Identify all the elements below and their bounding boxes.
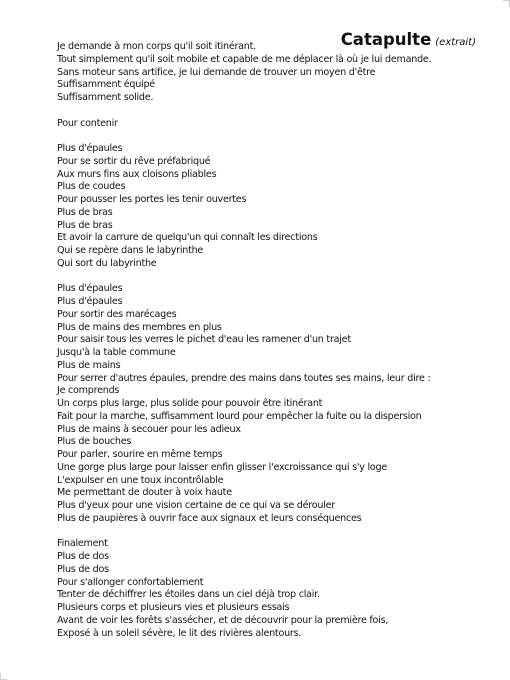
poem-line: Avant de voir les forêts s'assécher, et de découvrir pour la première fois,	[57, 614, 389, 626]
poem-line: Plus de mains des membres en plus	[57, 321, 222, 333]
poem-line: Sans moteur sans artifice, je lui demande de trouver un moyen d'être	[57, 66, 376, 78]
poem-line: Plus de coudes	[57, 181, 126, 193]
poem-line: Pour parler, sourire en même temps	[57, 449, 223, 460]
page-corner-mark-bottom-left	[0, 673, 7, 680]
stanza-break	[57, 526, 497, 539]
poem-line: Fait pour la marche, suffisamment lourd pour empêcher la fuite ou la dispersion	[57, 410, 422, 422]
poem-line: Plus de bras	[57, 219, 113, 231]
poem-line: Qui sort du labyrinthe	[57, 257, 157, 269]
poem-line: Finalement	[57, 538, 108, 550]
poem-body	[57, 41, 497, 640]
poem-line: Plusieurs corps et plusieurs vies et plusieurs essais	[57, 602, 290, 613]
poem-line: Et avoir la carrure de quelqu'un qui connaît les directions	[57, 232, 318, 244]
stanza-break	[57, 105, 497, 118]
poem-line: Plus de mains	[57, 359, 121, 371]
poem-line: Pour s'allonger confortablement	[57, 576, 204, 588]
stanza-break	[57, 130, 497, 143]
poem-line: Plus de paupières à ouvrir face aux signaux et leurs conséquences	[57, 512, 362, 524]
poem-line: Je demande à mon corps qu'il soit itinérant.	[57, 41, 256, 52]
poem-line: Plus d'épaules	[57, 143, 123, 154]
poem-line: Suffisamment solide.	[57, 92, 154, 103]
poem-line: Une gorge plus large pour laisser enfin glisser l'excroissance qui s'y loge	[57, 461, 387, 473]
poem-title-subtitle: (extrait)	[435, 37, 476, 48]
poem-line: Exposé à un soleil sévère, le lit des rivières alentours.	[57, 627, 302, 639]
poem-line: Tout simplement qu'il soit mobile et capable de me déplacer là où je lui demande.	[57, 53, 432, 65]
page-corner-mark-top-right	[503, 0, 510, 7]
poem-line: Pour contenir	[57, 117, 118, 129]
poem-line: Suffisamment équipé	[57, 79, 155, 91]
stanza-break	[57, 271, 497, 284]
poem-line: Pour sortir des marécages	[57, 308, 177, 320]
poem-line: Me permettant de douter à voix haute	[57, 487, 232, 499]
poem-line: Jusqu'à la table commune	[57, 347, 176, 358]
poem-line: Pour se sortir du rêve préfabriqué	[57, 155, 211, 167]
poem-line: Plus de bras	[57, 206, 113, 218]
poem-line: Un corps plus large, plus solide pour pouvoir être itinérant	[57, 398, 323, 409]
poem-line: Plus d'yeux pour une vision certaine de ce qui va se dérouler	[57, 500, 335, 511]
poem-line: Plus de mains à secouer pour les adieux	[57, 423, 241, 435]
poem-line: Qui se repère dans le labyrinthe	[57, 245, 204, 256]
poem-line: Tenter de déchiffrer les étoiles dans un ciel déjà trop clair.	[57, 589, 320, 601]
poem-line: Plus de dos	[57, 563, 109, 575]
poem-line: Plus de bouches	[57, 436, 132, 448]
poem-line: Pour serrer d'autres épaules, prendre des mains dans toutes ses mains, leur dire :	[57, 372, 431, 384]
poem-line: Aux murs fins aux cloisons pliables	[57, 168, 217, 180]
poem-line: Plus d'épaules	[57, 296, 123, 307]
poem-title-text: Catapulte	[340, 30, 432, 49]
poem-line: Pour saisir tous les verres le pichet d'eau les ramener d'un trajet	[57, 334, 351, 346]
poem-line: Pour pousser les portes les tenir ouvertes	[57, 194, 247, 205]
poem-line: Plus de dos	[57, 551, 109, 562]
poem-line: Plus d'épaules	[57, 283, 123, 295]
poem-line: Je comprends	[57, 385, 120, 397]
poem-line: L'expulser en une toux incontrôlable	[57, 474, 224, 486]
